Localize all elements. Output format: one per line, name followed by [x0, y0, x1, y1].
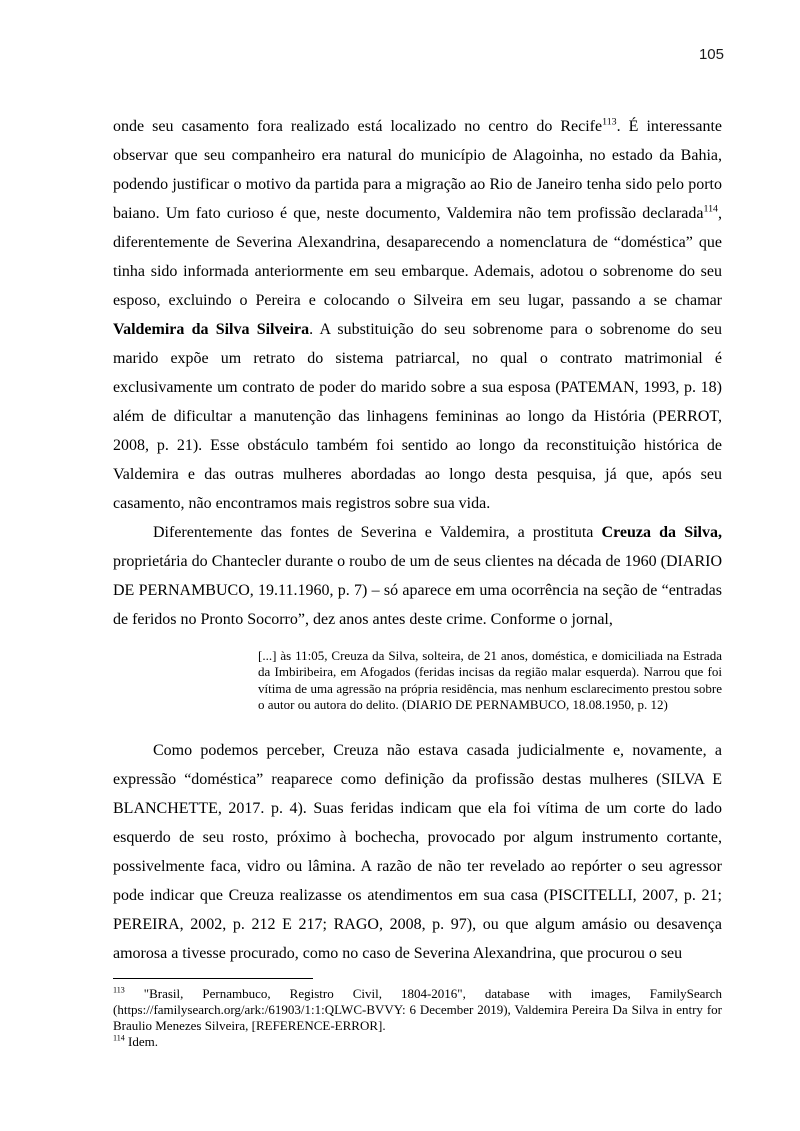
p1-text-3: , diferentemente de Severina Alexandrina, desaparecendo a nomenclatura de “doméstica” que tinha sido informada anteriormente em seu embarque. Ademais, adotou o sobrenome do seu esposo, excluindo o Pereira e colocando o Silveira em seu lugar, passando a se chamar	[113, 205, 722, 309]
footnote-114	[113, 1034, 722, 1050]
footnote-113	[113, 986, 722, 1034]
footnote-separator	[113, 978, 313, 979]
p2-text-1: Diferentemente das fontes de Severina e Valdemira, a prostituta	[153, 524, 602, 541]
footnote-113-text: "Brasil, Pernambuco, Registro Civil, 1804-2016", database with images, FamilySearch (https://familysearch.org/ark:/61903/1:1:QLWC-BVVY: 6 December 2019), Valdemira Pereira Da Silva in entry for Braulio Menezes Silveira, [REFERENCE-ERROR].	[113, 986, 722, 1033]
footnote-ref-113: 113	[602, 116, 617, 128]
paragraph-creuza	[113, 518, 722, 634]
page-number: 105	[698, 46, 724, 63]
p2-text-2: proprietária do Chantecler durante o roubo de um de seus clientes na década de 1960 (DIARIO DE PERNAMBUCO, 19.11.1960, p. 7) – só aparece em uma ocorrência na seção de “entradas de feridos no Pronto Socorro”, dez anos antes deste crime. Conforme o jornal,	[113, 553, 722, 628]
footnote-ref-114: 114	[703, 203, 718, 215]
paragraph-analysis: Como podemos perceber, Creuza não estava casada judicialmente e, novamente, a expressão “doméstica” reaparece como definição da profissão destas mulheres (SILVA E BLANCHETTE, 2017. p. 4). Suas feridas indicam que ela foi vítima de um corte do lado esquerdo de seu rosto, próximo à bochecha, provocado por algum instrumento cortante, possivelmente faca, vidro ou lâmina. A razão de não ter revelado ao repórter o seu agressor pode indicar que Creuza realizasse os atendimentos em sua casa (PISCITELLI, 2007, p. 21; PEREIRA, 2002, p. 212 E 217; RAGO, 2008, p. 97), ou que algum amásio ou desavença amorosa a tivesse procurado, como no caso de Severina Alexandrina, que procurou o seu	[113, 741, 722, 962]
footnotes-section	[113, 978, 722, 1050]
emphasis-valdemira-name: Valdemira da Silva Silveira	[113, 321, 310, 338]
p1-text-2: . É interessante observar que seu companheiro era natural do município de Alagoinha, no estado da Bahia, podendo justificar o motivo da partida para a migração ao Rio de Janeiro tenha sido pelo porto baiano. Um fato curioso é que, neste documento, Valdemira não tem profissão declarada	[113, 118, 722, 222]
footnote-113-marker: 113	[113, 985, 125, 995]
paragraph-continuation	[113, 112, 722, 518]
emphasis-creuza-name: Creuza da Silva,	[601, 524, 723, 541]
footnote-114-marker: 114	[113, 1033, 125, 1043]
page-body	[113, 112, 722, 968]
p1-text-1: onde seu casamento fora realizado está localizado no centro do Recife	[113, 118, 603, 135]
block-quote-newspaper: [...] às 11:05, Creuza da Silva, solteira, de 21 anos, doméstica, e domiciliada na Estrada da Imbiribeira, em Afogados (feridas incisas da região malar esquerda). Narrou que foi vítima de uma agressão na própria residência, mas nenhum esclarecimento prestou sobre o autor ou autora do delito. (DIARIO DE PERNAMBUCO, 18.08.1950, p. 12)	[258, 648, 722, 713]
p1-text-4: . A substituição do seu sobrenome para o sobrenome do seu marido expõe um retrato do sistema patriarcal, no qual o contrato matrimonial é exclusivamente um contrato de poder do marido sobre a sua esposa (PATEMAN, 1993, p. 18) além de dificultar a manutenção das linhagens femininas ao longo da História (PERROT, 2008, p. 21). Esse obstáculo também foi sentido ao longo da reconstituição histórica de Valdemira e das outras mulheres abordadas ao longo desta pesquisa, já que, após seu casamento, não encontramos mais registros sobre sua vida.	[113, 321, 722, 512]
footnote-114-text: Idem.	[128, 1034, 158, 1049]
